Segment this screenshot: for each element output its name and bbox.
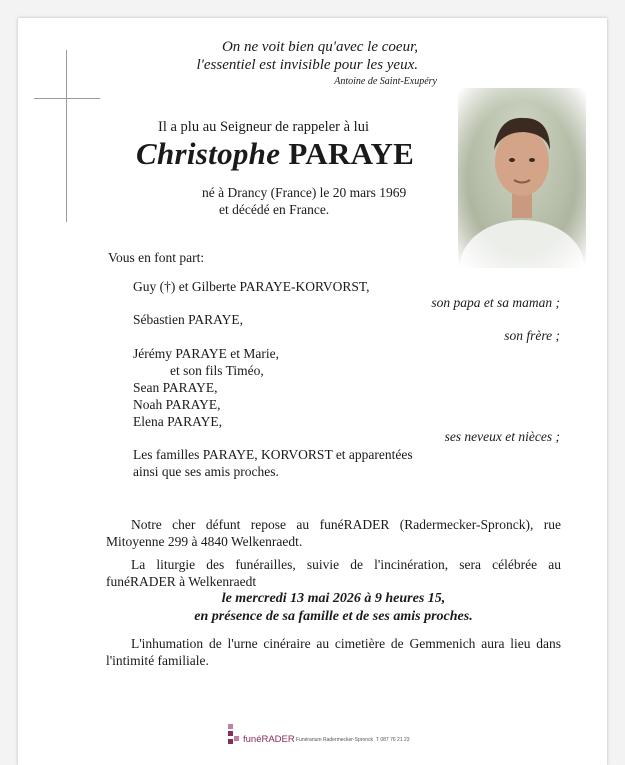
obituary-page [18, 18, 607, 765]
ceremony-paragraph: La liturgie des funérailles, suivie de l'incinération, sera célébrée au funéRADER à Welkenraedt [106, 557, 561, 589]
ceremony-date: le mercredi 13 mai 2026 à 9 heures 15, [221, 591, 446, 606]
cross-icon [66, 50, 67, 222]
death-info: et décédé en France. [219, 202, 330, 217]
portrait-illustration [458, 88, 586, 268]
footer-subtitle: Funérarium Radermecker-Spronck [296, 737, 373, 743]
logo-icon [228, 724, 240, 746]
quote-author: Antoine de Saint-Exupéry [334, 76, 437, 87]
portrait-photo [458, 88, 586, 268]
rest-paragraph: Notre cher défunt repose au funéRADER (Radermecker-Spronck), rue Mitoyenne 299 à 4840 Welkenraedt. [106, 517, 561, 549]
deceased-name [136, 136, 414, 172]
family-parents-role: son papa et sa maman ; [431, 295, 560, 310]
family-nephew-1: Jérémy PARAYE et Marie, [133, 346, 279, 361]
ceremony-presence: en présence de sa famille et de ses amis proches. [194, 609, 473, 624]
footer-phone: T 087 76 21 23 [376, 737, 410, 743]
family-nephew-5: Elena PARAYE, [133, 414, 223, 429]
footer-brand: funéRADER [243, 734, 295, 745]
birth-info: né à Drancy (France) le 20 mars 1969 [202, 185, 407, 200]
quote-line-2: l'essentiel est invisible pour les yeux. [196, 57, 418, 73]
family-families-line-1: Les familles PARAYE, KORVORST et apparentées [133, 447, 413, 462]
family-nephews-role: ses neveux et nièces ; [444, 429, 560, 444]
family-sibling-role: son frère ; [504, 328, 560, 343]
family-nephew-3: Sean PARAYE, [133, 380, 218, 395]
intro-text: Il a plu au Seigneur de rappeler à lui [158, 119, 369, 135]
quote-line-1: On ne voit bien qu'avec le coeur, [221, 39, 418, 55]
cross-icon-bar [34, 98, 100, 99]
family-nephew-4: Noah PARAYE, [133, 397, 221, 412]
family-sibling: Sébastien PARAYE, [133, 312, 244, 327]
burial-paragraph: L'inhumation de l'urne cinéraire au cimetière de Gemmenich aura lieu dans l'intimité familiale. [106, 636, 561, 668]
deceased-first-name: Christophe [136, 136, 281, 171]
family-families-line-2: ainsi que ses amis proches. [133, 464, 279, 479]
family-parents: Guy (†) et Gilberte PARAYE-KORVORST, [133, 279, 370, 294]
deceased-last-name: PARAYE [288, 136, 415, 171]
family-nephew-2: et son fils Timéo, [170, 363, 264, 378]
announcement-text: Vous en font part: [108, 250, 205, 265]
